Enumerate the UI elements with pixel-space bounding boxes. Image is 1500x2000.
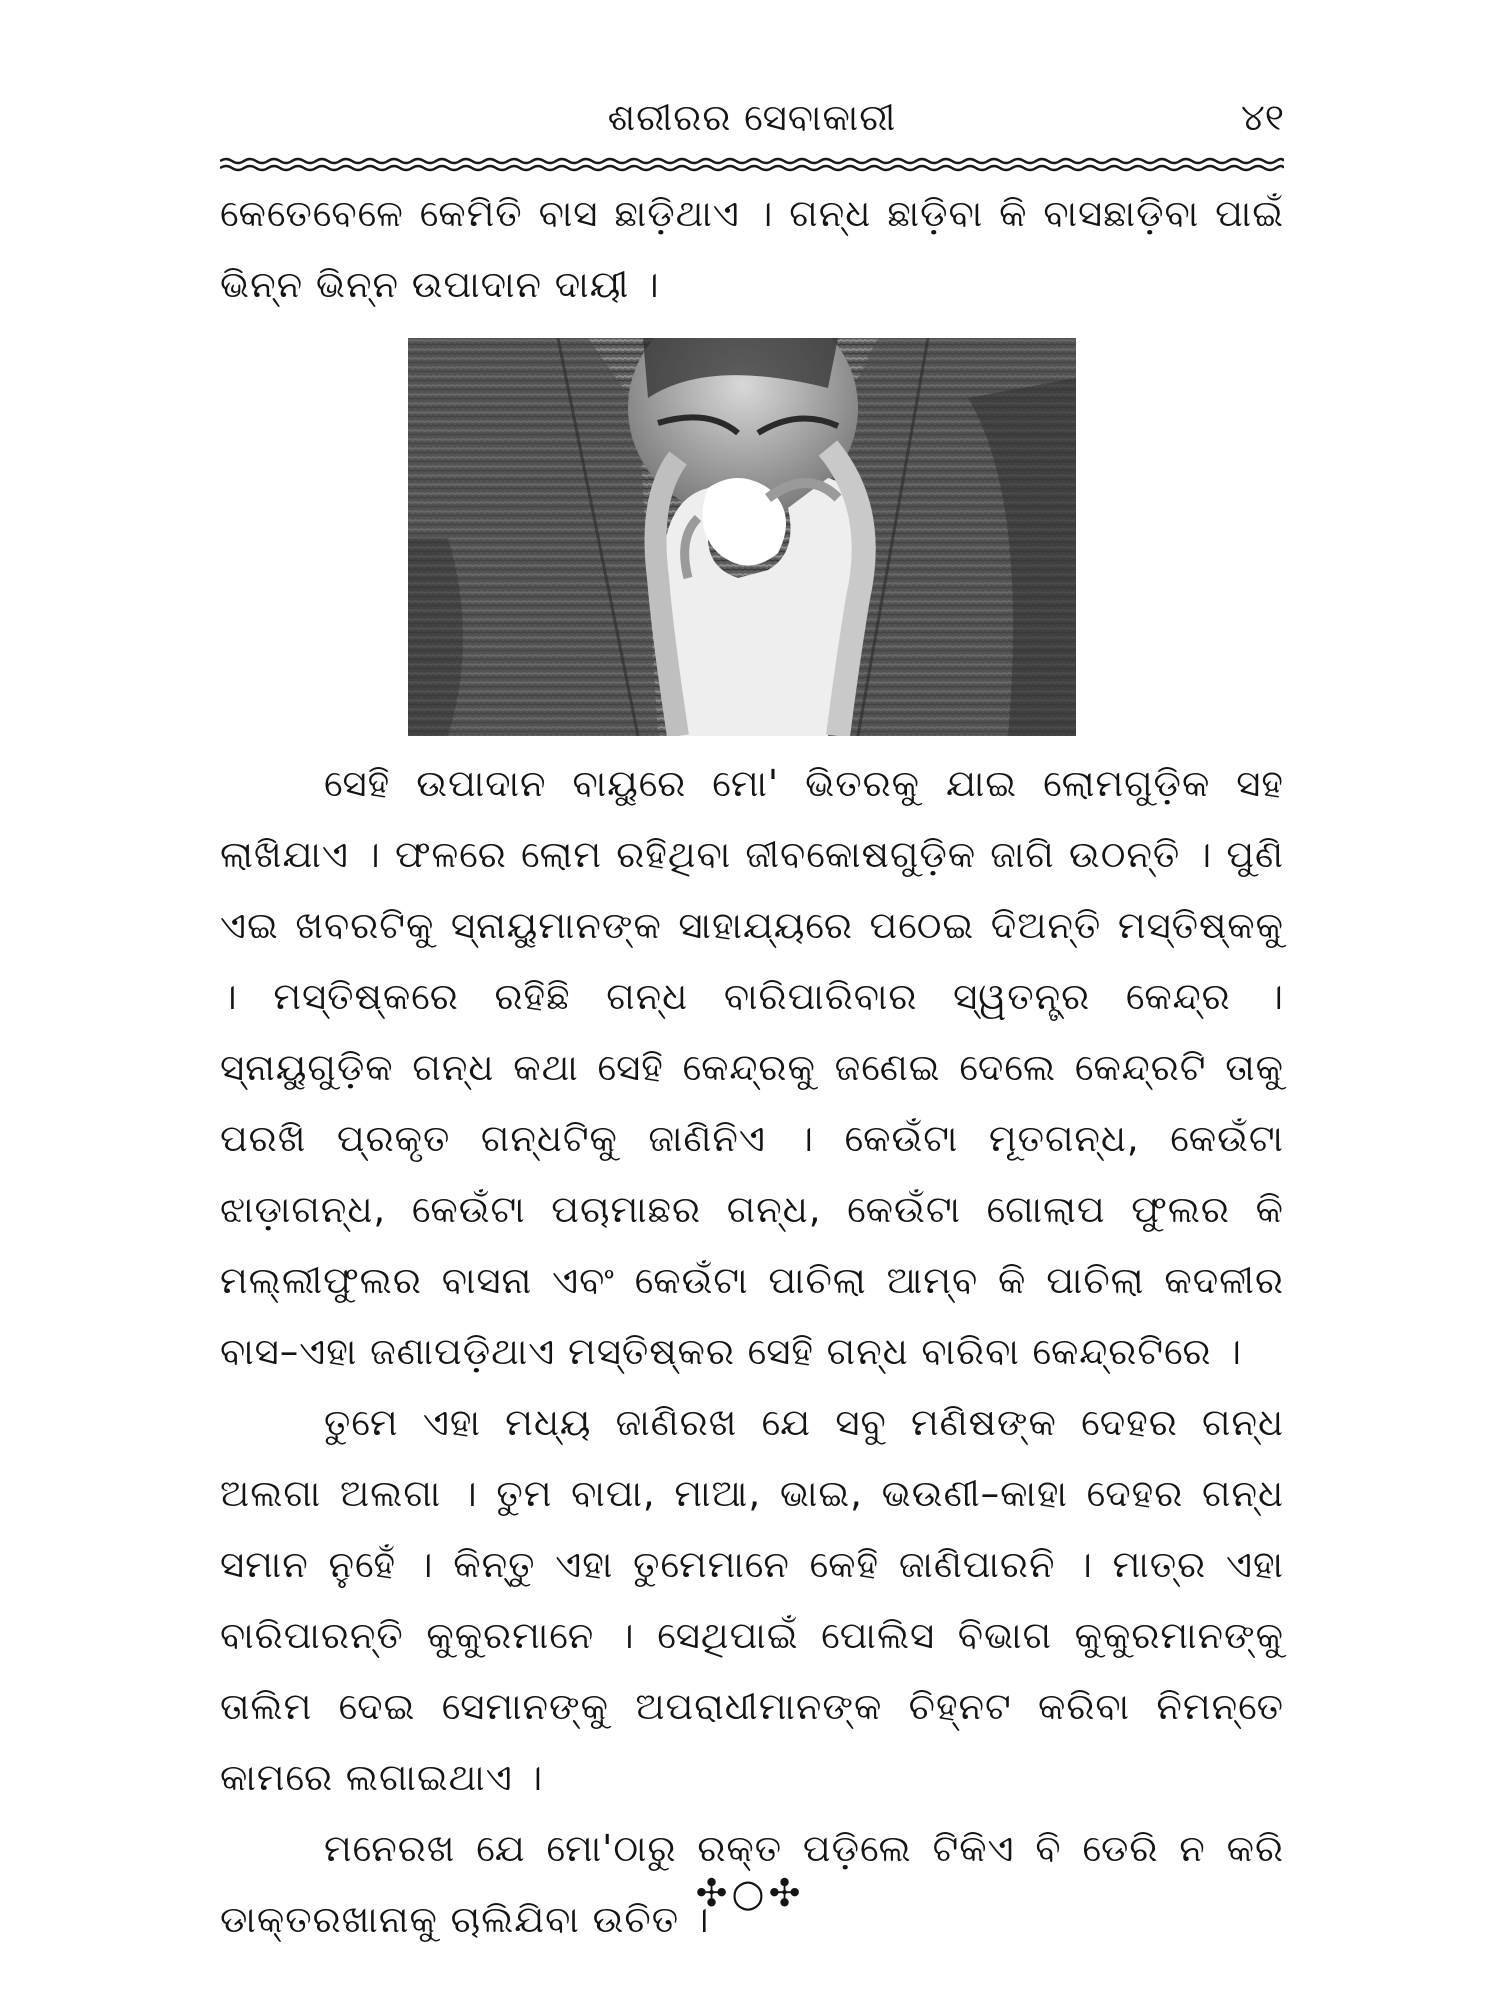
main-text-block: [220, 748, 1284, 1955]
top-text-block: [220, 178, 1284, 320]
page-header: [220, 92, 1284, 162]
photo-illustration: [408, 338, 1076, 736]
paragraph: ମନେରଖ ଯେ ମୋ'ଠାରୁ ରକ୍ତ ପଡ଼ିଲେ ଟିକିଏ ବି ଡେରି ନ କରି ଡାକ୍ତରଖାନାକୁ ଚାଲିଯିବା ଉଚିତ ।: [220, 1827, 1284, 1941]
page-number: ୪୧: [1241, 96, 1284, 139]
paragraph: କେତେବେଳେ କେମିତି ବାସ ଛାଡ଼ିଥାଏ । ଗନ୍ଧ ଛାଡ଼ିବା କି ବାସଛାଡ଼ିବା ପାଇଁ ଭିନ୍ନ ଭିନ୍ନ ଉପାଦାନ ଦାୟୀ ।: [220, 192, 1284, 306]
section-end-ornament: ✣○✣: [695, 1871, 805, 1915]
running-title: ଶରୀରର ସେବାକାରୀ: [607, 96, 897, 139]
paragraph: ସେହି ଉପାଦାନ ବାୟୁରେ ମୋ' ଭିତରକୁ ଯାଇ ଲୋମଗୁଡ଼ିକ ସହ ଲାଖିଯାଏ । ଫଳରେ ଲୋମ ରହିଥିବା ଜୀବକୋଷଗୁଡ଼ିକ ଜାଗି ଉଠନ୍ତି । ପୁଣି ଏଇ ଖବରଟିକୁ ସ୍ନାୟୁମାନଙ୍କ ସାହାଯ୍ୟରେ ପଠେଇ ଦିଅନ୍ତି ମସ୍ତିଷ୍କକୁ । ମସ୍ତିଷ୍କରେ ରହିଛି ଗନ୍ଧ ବାରିପାରିବାର ସ୍ୱତନ୍ତ୍ର କେନ୍ଦ୍ର । ସ୍ନାୟୁଗୁଡ଼ିକ ଗନ୍ଧ କଥା ସେହି କେନ୍ଦ୍ରକୁ ଜଣେଇ ଦେଲେ କେନ୍ଦ୍ରଟି ତାକୁ ପରଖି ପ୍ରକୃତ ଗନ୍ଧଟିକୁ ଜାଣିନିଏ । କେଉଁଟା ମୂତଗନ୍ଧ, କେଉଁଟା ଝାଡ଼ାଗନ୍ଧ, କେଉଁଟା ପଚାମାଛର ଗନ୍ଧ, କେଉଁଟା ଗୋଲାପ ଫୁଲର କି ମଲ୍ଲୀଫୁଲର ବାସନା ଏବଂ କେଉଁଟା ପାଚିଲା ଆମ୍ବ କି ପାଚିଲା କଦଳୀର ବାସ–ଏହା ଜଣାପଡ଼ିଥାଏ ମସ୍ତିଷ୍କର ସେହି ଗନ୍ଧ ବାରିବା କେନ୍ଦ୍ରଟିରେ ।: [220, 762, 1284, 1373]
photo-man-covering-nose: [408, 338, 1076, 736]
wavy-header-rule: [220, 156, 1284, 174]
paragraph: ତୁମେ ଏହା ମଧ୍ୟ ଜାଣିରଖ ଯେ ସବୁ ମଣିଷଙ୍କ ଦେହର ଗନ୍ଧ ଅଲଗା ଅଲଗା । ତୁମ ବାପା, ମାଆ, ଭାଇ, ଭଉଣୀ–କାହା ଦେହର ଗନ୍ଧ ସମାନ ନୁହେଁ । କିନ୍ତୁ ଏହା ତୁମେମାନେ କେହି ଜାଣିପାରନି । ମାତ୍ର ଏହା ବାରିପାରନ୍ତି କୁକୁରମାନେ । ସେଥିପାଇଁ ପୋଲିସ ବିଭାଗ କୁକୁରମାନଙ୍କୁ ତାଲିମ ଦେଇ ସେମାନଙ୍କୁ ଅପରାଧୀମାନଙ୍କ ଚିହ୍ନଟ କରିବା ନିମନ୍ତେ କାମରେ ଲଗାଇଥାଏ ।: [220, 1401, 1284, 1799]
